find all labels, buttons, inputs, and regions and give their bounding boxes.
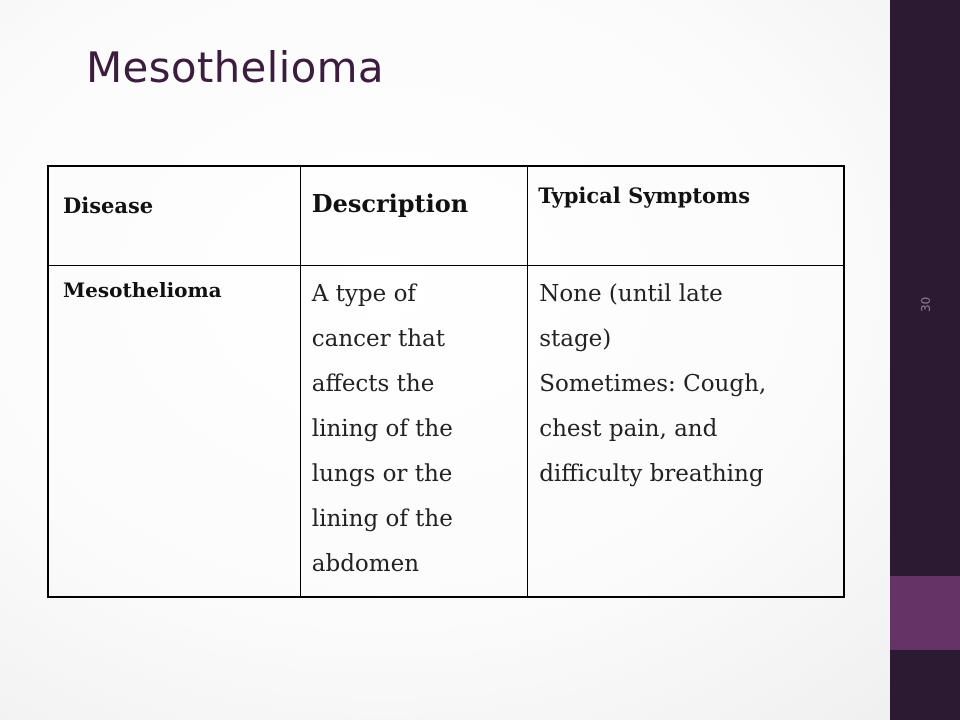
description-line: lining of the	[311, 506, 453, 532]
symptoms-line: stage)	[539, 326, 612, 352]
table-header-row	[48, 166, 844, 266]
cell-disease: Mesothelioma	[48, 266, 300, 598]
symptoms-line: difficulty breathing	[539, 461, 764, 487]
header-description: Description	[300, 166, 527, 266]
sidebar-band	[890, 0, 960, 720]
description-line: lining of the	[311, 416, 453, 442]
disease-table	[47, 165, 845, 598]
cell-description	[300, 266, 527, 598]
description-line: A type of	[311, 281, 416, 307]
description-line: cancer that	[311, 326, 445, 352]
cell-typical-symptoms	[528, 266, 844, 598]
sidebar-accent-block	[890, 576, 960, 650]
description-line: affects the	[311, 371, 435, 397]
slide-title: Mesothelioma	[86, 43, 384, 92]
description-line: abdomen	[311, 551, 420, 577]
header-typical-symptoms: Typical Symptoms	[528, 166, 844, 266]
slide-number: 30	[919, 296, 933, 312]
symptoms-line: None (until late	[539, 281, 723, 307]
description-line: lungs or the	[311, 461, 453, 487]
symptoms-line: chest pain, and	[539, 416, 718, 442]
symptoms-line: Sometimes: Cough,	[539, 371, 767, 397]
header-disease: Disease	[48, 166, 300, 266]
table-row	[48, 266, 844, 598]
